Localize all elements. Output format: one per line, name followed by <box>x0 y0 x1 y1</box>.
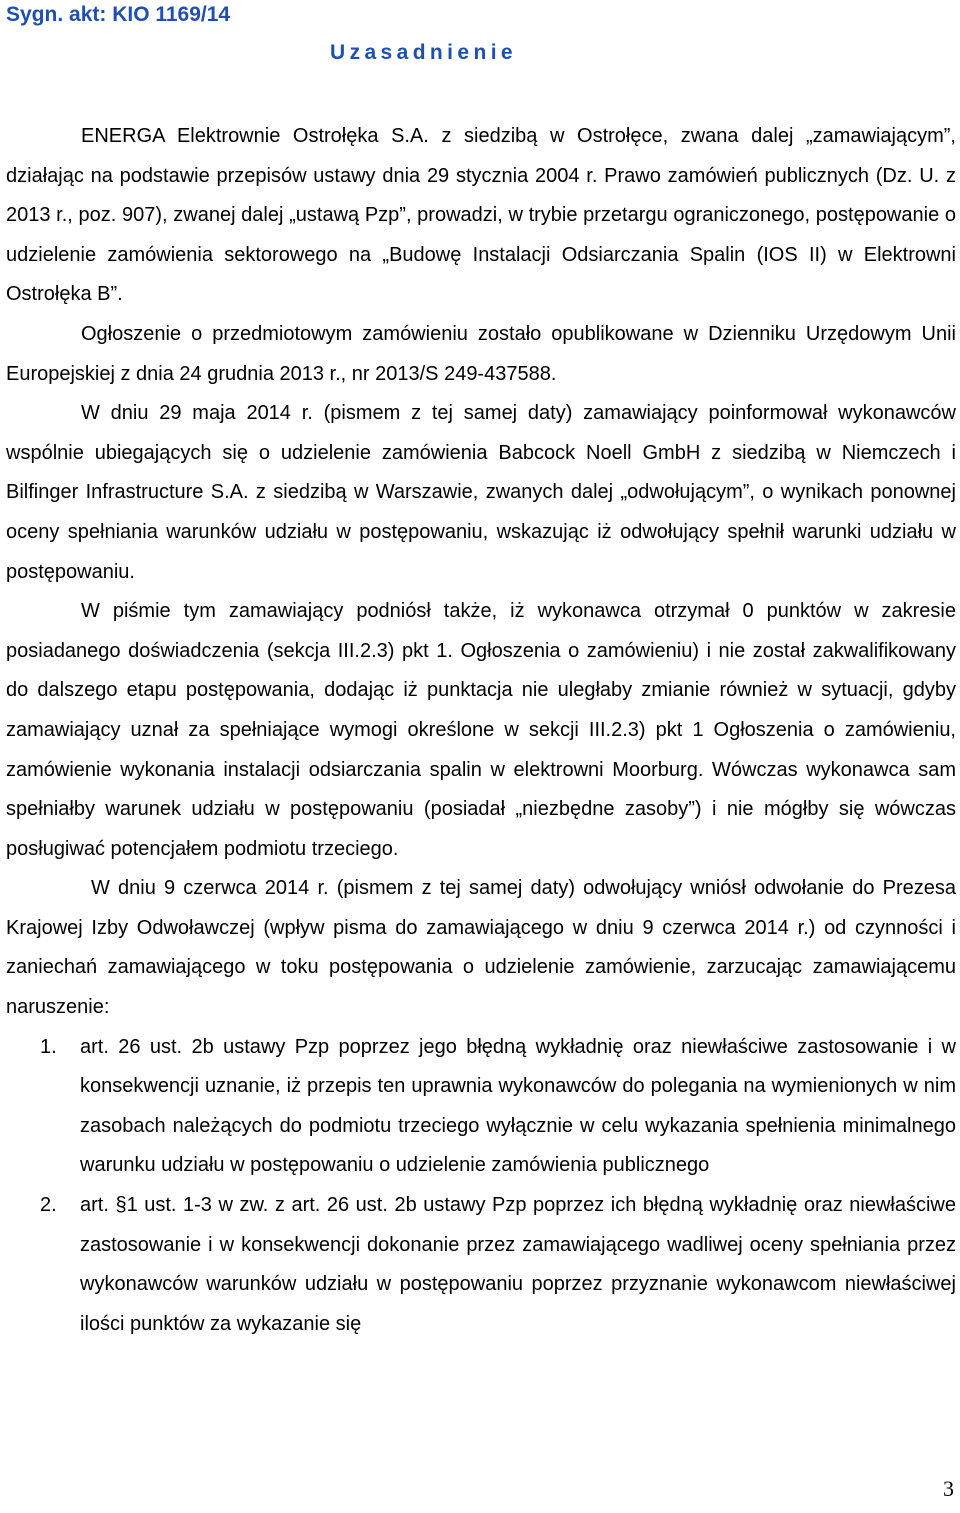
paragraph-appeal: W dniu 9 czerwca 2014 r. (pismem z tej samej daty) odwołujący wniósł odwołanie do Prezesa Krajowej Izby Odwoławczej (wpływ pisma do zamawiającego w dniu 9 czerwca 2014 r.) od czynności i zaniechań zamawiającego w toku postępowania o udzielenie zamówienie, zarzucając zamawiającemu naruszenie: <box>6 877 956 1019</box>
paragraph-notification: W dniu 29 maja 2014 r. (pismem z tej samej daty) zamawiający poinformował wykonawców wspólnie ubiegających się o udzielenie zamówienia Babcock Noell GmbH z siedzibą w Niemczech i Bilfinger Infrastructure S.A. z siedzibą w Warszawie, zwanych dalej „odwołującym”, o wynikach ponownej oceny spełniania warunków udziału w postępowaniu, wskazując iż odwołujący spełnił warunki udziału w postępowaniu. <box>6 402 956 583</box>
list-item <box>6 1186 956 1344</box>
list-item-number: 2. <box>40 1194 57 1217</box>
paragraph-notice: Ogłoszenie o przedmiotowym zamówieniu zostało opublikowane w Dzienniku Urzędowym Unii Europejskiej z dnia 24 grudnia 2013 r., nr 2013/S 249-437588. <box>6 322 956 385</box>
list-item-text: art. 26 ust. 2b ustawy Pzp poprzez jego błędną wykładnię oraz niewłaściwe zastosowanie i w konsekwencji uznanie, iż przepis ten uprawnia wykonawców do polegania na wymienionych w nim zasobach należących do podmiotu trzeciego wyłącznie w celu wykazania spełnienia minimalnego warunku udziału w postępowaniu o udzielenie zamówienia publicznego <box>80 1035 956 1177</box>
document-body <box>6 117 956 1344</box>
paragraph-intro: ENERGA Elektrownie Ostrołęka S.A. z siedzibą w Ostrołęce, zwana dalej „zamawiającym”, działając na podstawie przepisów ustawy dnia 29 stycznia 2004 r. Prawo zamówień publicznych (Dz. U. z 2013 r., poz. 907), zwanej dalej „ustawą Pzp”, prowadzi, w trybie przetargu ograniczonego, postępowanie o udzielenie zamówienia sektorowego na „Budowę Instalacji Odsiarczania Spalin (IOS II) w Elektrowni Ostrołęka B”. <box>6 125 956 306</box>
claims-list <box>6 1028 956 1345</box>
list-item-number: 1. <box>40 1035 57 1058</box>
list-item-text: art. §1 ust. 1-3 w zw. z art. 26 ust. 2b ustawy Pzp poprzez ich błędną wykładnię oraz niewłaściwe zastosowanie i w konsekwencji dokonanie przez zamawiającego wadliwej oceny spełniania przez wykonawców warunków udziału w postępowaniu poprzez przyznanie wykonawcom niewłaściwej ilości punktów za wykazanie się <box>80 1194 956 1335</box>
list-item <box>6 1028 956 1186</box>
paragraph-scoring: W piśmie tym zamawiający podniósł także, iż wykonawca otrzymał 0 punktów w zakresie posiadanego doświadczenia (sekcja III.2.3) pkt 1. Ogłoszenia o zamówieniu) i nie został zakwalifikowany do dalszego etapu postępowania, dodając iż punktacja nie uległaby zmianie również w sytuacji, gdyby zamawiający uznał za spełniające wymogi określone w sekcji III.2.3) pkt 1 Ogłoszenia o zamówieniu, zamówienie wykonania instalacji odsiarczania spalin w elektrowni Moorburg. Wówczas wykonawca sam spełniałby warunek udziału w postępowaniu (posiadał „niezbędne zasoby”) i nie mógłby się wówczas posługiwać potencjałem podmiotu trzeciego. <box>6 600 956 860</box>
section-heading: Uzasadnienie <box>330 41 518 64</box>
page-number: 3 <box>943 1476 954 1501</box>
case-signature: Sygn. akt: KIO 1169/14 <box>6 3 231 26</box>
